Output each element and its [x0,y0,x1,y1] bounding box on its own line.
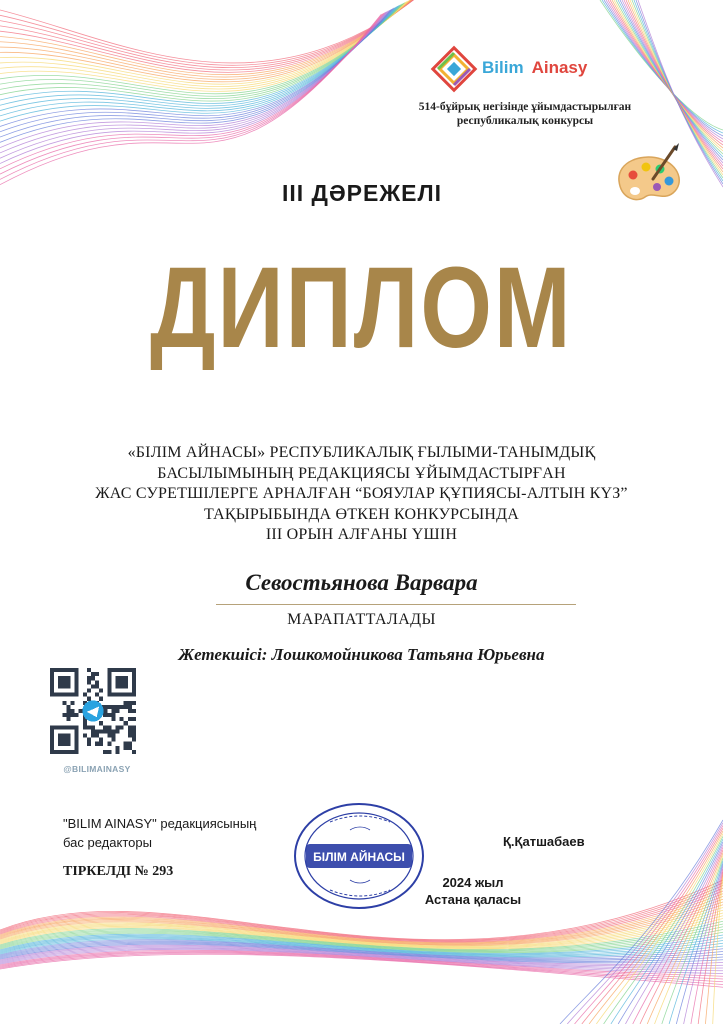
award-reason-line: «БІЛІМ АЙНАСЫ» РЕСПУБЛИКАЛЫҚ ҒЫЛЫМИ-ТАНЫМДЫҚ [127,444,596,461]
wave-line [647,853,723,1024]
wave-line [0,11,387,158]
wave-line [0,0,418,68]
logo-text: Bilim Ainasy [482,58,588,77]
supervisor-name: Жетекшісі: Лошкомойникова Татьяна Юрьевна [178,645,545,664]
paint-palette-icon [613,143,689,207]
editor-title [63,814,256,852]
award-reason-line: ЖАС СУРЕТШІЛЕРГЕ АРНАЛҒАН “БОЯУЛАР ҚҰПИЯСЫ-АЛТЫН КҮЗ” [95,485,628,502]
subtitle-line: республикалық конкурсы [456,115,594,127]
subtitle-line: 514-бұйрық негізінде ұйымдастырылған [418,101,632,113]
seal-text: БІЛІМ АЙНАСЫ [313,850,405,864]
awarded-text: МАРАПАТТАЛАДЫ [287,611,436,628]
diploma-degree: III ДӘРЕЖЕЛІ [282,180,442,206]
issue-city: Астана қаласы [424,892,522,907]
award-reason-line: III ОРЫН АЛҒАНЫ ҮШІН [265,526,458,543]
issue-year: 2024 жыл [442,875,504,890]
editor-title-line: бас редакторы [63,835,152,850]
wave-line [0,11,388,153]
diploma-title: ДИПЛОМ [150,244,573,372]
award-reason-line: БАСЫЛЫМЫНЫҢ РЕДАКЦИЯСЫ ҰЙЫМДАСТЫРҒАН [157,464,566,482]
qr-code-icon [50,668,136,754]
recipient-name: Севостьянова Варвара [245,570,478,595]
wave-line [0,14,382,180]
signer-name: Қ.Қатшабаев [503,834,585,849]
award-reason-line: ТАҚЫРЫБЫНДА ӨТКЕН КОНКУРСЫНДА [203,505,520,523]
name-underline [216,604,576,605]
editor-title-line: "BILIM AINASY" редакциясының [63,816,257,831]
wave-line [0,0,419,65]
wave-line [0,0,414,75]
award-reason [60,443,663,546]
social-handle: @BILIMAINASY [63,764,131,774]
date-place [408,874,538,908]
registration-number: ТІРКЕЛДІ № 293 [63,864,174,879]
contest-subtitle [395,100,655,128]
